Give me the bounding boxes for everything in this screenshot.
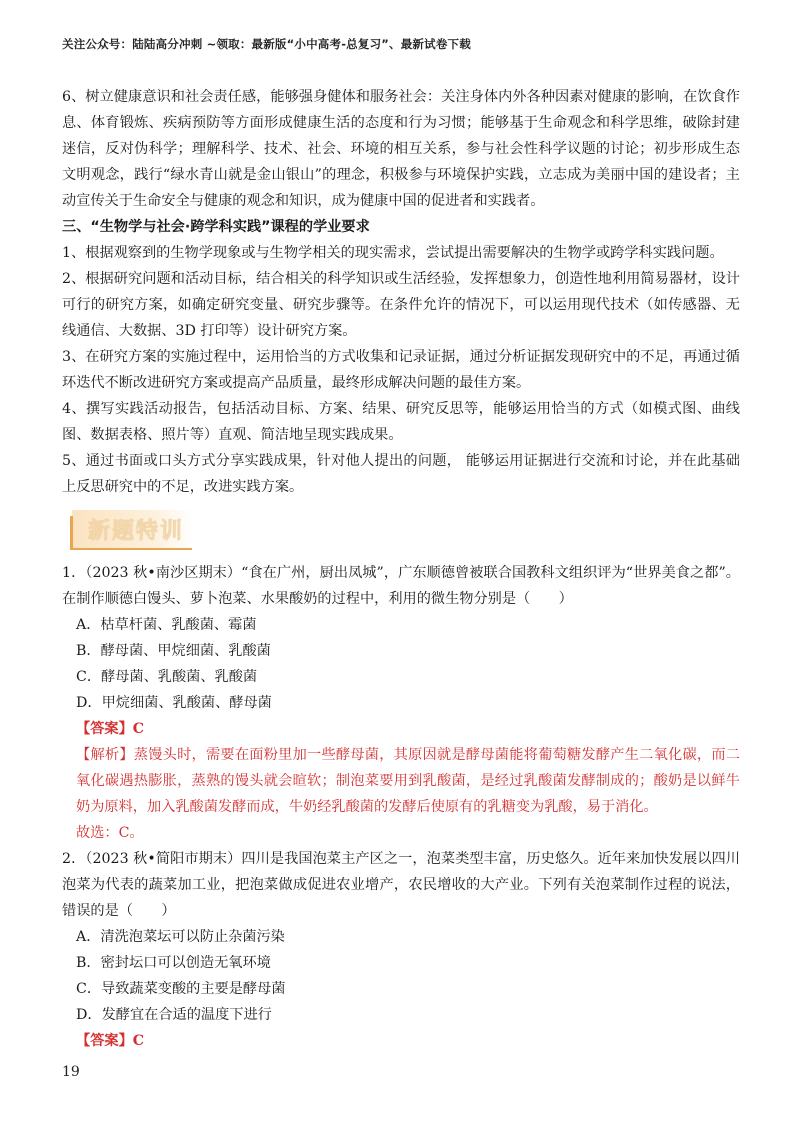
analysis-text: 蒸馒头时，需要在面粉里加一些酵母菌，其原因就是酵母菌能将葡萄糖发酵产生二氧化碳，而二氧化碳遇热膨胀，蒸熟的馒头就会暄软；制泡菜要用到乳酸菌，是经过乳酸菌发酵制成的；酸奶是以鲜牛奶为原料，加入乳酸菌发酵而成，牛奶经乳酸菌的发酵后使原有的乳糖变为乳酸，易于消化。 bbox=[76, 747, 740, 815]
question-stem: 1．（2023 秋•南沙区期末）“食在广州，厨出凤城”，广东顺德曾被联合国教科文组织评为“世界美食之都”。在制作顺德白馒头、萝卜泡菜、水果酸奶的过程中，利用的微生物分别是（ ） bbox=[62, 565, 740, 607]
answer-value: C bbox=[132, 721, 145, 737]
section-title: 三、“生物学与社会·跨学科实践”课程的学业要求 bbox=[62, 219, 370, 235]
answer-tag: 【答案】 bbox=[76, 1033, 133, 1049]
banner-accent-bar bbox=[70, 516, 73, 550]
banner-title: 新题特训 bbox=[88, 519, 185, 544]
page-content bbox=[62, 84, 740, 1054]
option-c: C．酵母菌、乳酸菌、乳酸菌 bbox=[76, 669, 258, 685]
answer-tag: 【答案】 bbox=[76, 721, 133, 737]
academic-requirement-4: 4、撰写实践活动报告，包括活动目标、方案、结果、研究反思等，能够运用恰当的方式（如模式图、曲线图、数据表格、照片等）直观、简洁地呈现实践成果。 bbox=[62, 401, 740, 443]
question-1 bbox=[62, 560, 740, 846]
question-stem: 2．（2023 秋•简阳市期末）四川是我国泡菜主产区之一，泡菜类型丰富，历史悠久。近年来加快发展以四川泡菜为代表的蔬菜加工业，把泡菜做成促进农业增产，农民增收的大产业。下列有关泡菜制作过程的说法，错误的是（ ） bbox=[62, 851, 740, 919]
question-2 bbox=[62, 846, 740, 1054]
conclusion-line: 故选：C。 bbox=[76, 825, 144, 841]
academic-requirement-5: 5、通过书面或口头方式分享实践成果，针对他人提出的问题， 能够运用证据进行交流和讨论，并在此基础上反思研究中的不足，改进实践方案。 bbox=[62, 453, 740, 495]
option-c: C．导致蔬菜变酸的主要是酵母菌 bbox=[76, 981, 286, 997]
analysis-tag: 【解析】 bbox=[76, 747, 134, 763]
option-a: A．清洗泡菜坛可以防止杂菌污染 bbox=[76, 929, 285, 945]
option-a: A．枯草杆菌、乳酸菌、霉菌 bbox=[76, 617, 257, 633]
analysis-block bbox=[62, 742, 740, 820]
academic-requirement-1: 1、根据观察到的生物学现象或与生物学相关的现实需求，尝试提出需要解决的生物学或跨学科实践问题。 bbox=[62, 245, 724, 261]
page-header: 关注公众号：陆陆高分冲刺 ~领取：最新版“小中高考-总复习”、最新试卷下载 bbox=[62, 37, 471, 51]
academic-requirement-3: 3、在研究方案的实施过程中，运用恰当的方式收集和记录证据，通过分析证据发现研究中的不足，再通过循环迭代不断改进研究方案或提高产品质量，最终形成解决问题的最佳方案。 bbox=[62, 349, 740, 391]
answer-line bbox=[62, 1028, 740, 1054]
answer-value: C bbox=[132, 1033, 145, 1049]
option-b: B．密封坛口可以创造无氧环境 bbox=[76, 955, 271, 971]
academic-requirement-2: 2、根据研究问题和活动目标，结合相关的科学知识或生活经验，发挥想象力，创造性地利用简易器材，设计可行的研究方案，如确定研究变量、研究步骤等。在条件允许的情况下，可以运用现代技术（如传感器、无线通信、大数据、3D 打印等）设计研究方案。 bbox=[62, 271, 740, 339]
option-d: D．发酵宜在合适的温度下进行 bbox=[76, 1007, 272, 1023]
section-banner bbox=[62, 508, 740, 554]
option-d: D．甲烷细菌、乳酸菌、酵母菌 bbox=[76, 695, 272, 711]
answer-line bbox=[62, 716, 740, 742]
option-b: B．酵母菌、甲烷细菌、乳酸菌 bbox=[76, 643, 271, 659]
requirement-6: 6、树立健康意识和社会责任感，能够强身健体和服务社会：关注身体内外各种因素对健康的影响，在饮食作息、体育锻炼、疾病预防等方面形成健康生活的态度和行为习惯；能够基于生命观念和科学思维，破除封建迷信，反对伪科学；理解科学、技术、社会、环境的相互关系，参与社会性科学议题的讨论；初步形成生态文明观念，践行“绿水青山就是金山银山”的理念，积极参与环境保护实践，立志成为美丽中国的建设者；主动宣传关于生命安全与健康的观念和知识，成为健康中国的促进者和实践者。 bbox=[62, 89, 740, 209]
page-number: 19 bbox=[62, 1064, 80, 1080]
